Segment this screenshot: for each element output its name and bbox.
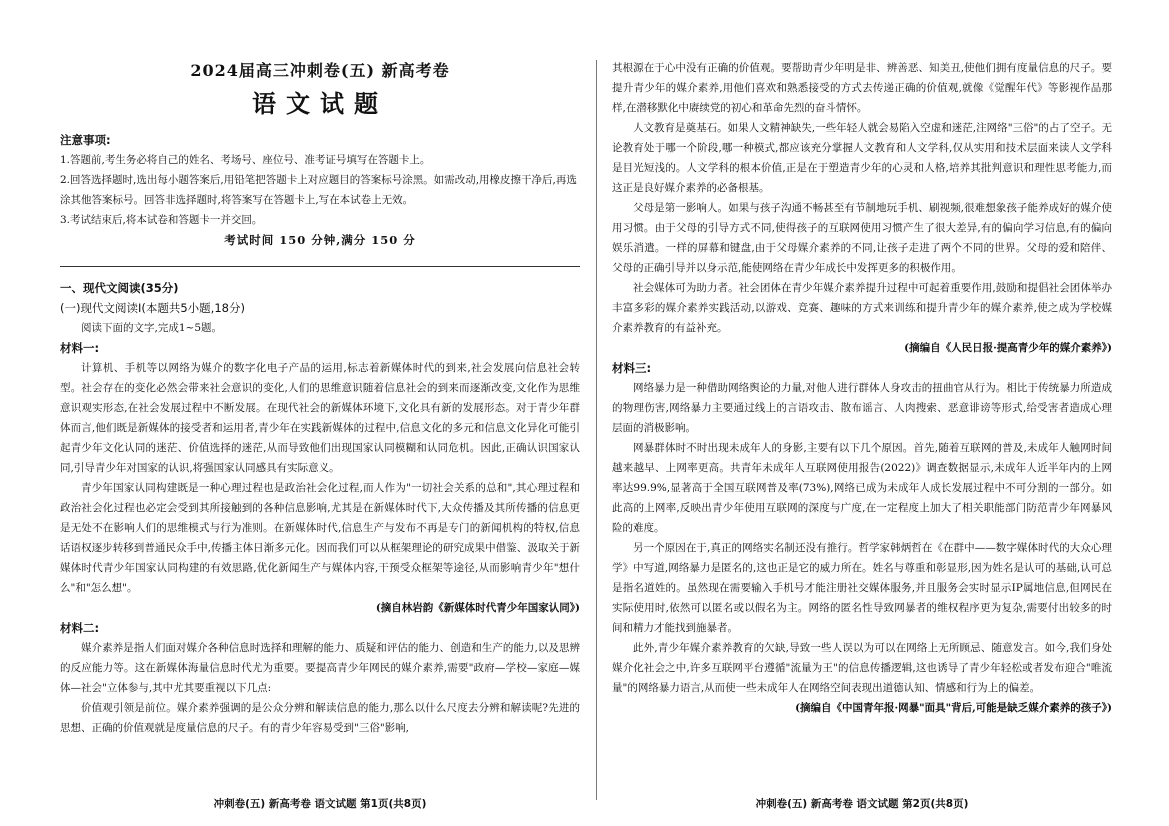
section-heading: 一、现代文阅读(35分) xyxy=(60,281,179,295)
material2-paragraph: 其根源在于心中没有正确的价值观。要帮助青少年明是非、辨善恶、知美丑,使他们拥有度量信息的尺子。要提升青少年的媒介素养,用他们喜欢和熟悉接受的方式去传递正确的价值观,就像《觉醒年代》等影视作品那样,在潜移默化中赓续党的初心和革命先烈的奋斗情怀。 xyxy=(612,62,1112,114)
material3-paragraph: 网暴群体时不时出现未成年人的身影,主要有以下几个原因。首先,随着互联网的普及,未成年人触网时间越来越早、上网率更高。共青年未成年人互联网使用报告(2022)》调查数据显示,未成年人近半年内的上网率达99.9%,显著高于全国互联网普及率(73%),网络已成为未成年人成长发展过程中不可分割的一部分。如此高的上网率,反映出青少年使用互联网的深度与广度,在一定程度上加大了相关职能部门防范青少年网暴风险的难度。 xyxy=(612,442,1112,534)
material3-paragraph: 网络暴力是一种借助网络舆论的力量,对他人进行群体人身攻击的扭曲官从行为。相比于传统暴力所造成的物理伤害,网络暴力主要通过线上的言语攻击、散布谣言、人肉搜索、恶意诽谤等形式,给受害者造成心理层面的消极影响。 xyxy=(612,382,1112,434)
material2-continued xyxy=(612,58,1112,718)
material2-paragraph: 价值观引领是前位。媒介素养强调的是公众分辨和解读信息的能力,那么以什么尺度去分辨和解读呢?先进的思想、正确的价值观就是度量信息的尺子。有的青少年容易受到"三俗"影响, xyxy=(60,702,580,734)
notes-item: 1.答题前,考生务必将自己的姓名、考场号、座位号、准考证号填写在答题卡上。 xyxy=(60,154,431,166)
page-footer-right: 冲刺卷(五) 新高考卷 语文试题 第2页(共8页) xyxy=(755,798,969,810)
divider-line xyxy=(60,266,580,267)
material2-paragraph: 父母是第一影响人。如果与孩子沟通不畅甚至有节制地玩手机、刷视频,很难想象孩子能养成好的媒介使用习惯。由于父母的引导方式不同,使得孩子的互联网使用习惯产生了很大差异,有的偏向学习信息,有的偏向娱乐消遣。一样的屏幕和键盘,由于父母媒介素养的不同,让孩子走进了两个不同的世界。父母的爱和陪伴、父母的正确引导并以身示范,能使网络在青少年成长中发挥更多的积极作用。 xyxy=(612,202,1112,274)
exam-title: 2024届高三冲刺卷(五) 新高考卷 xyxy=(190,61,450,80)
column-divider xyxy=(596,60,597,800)
left-column xyxy=(60,0,580,826)
material1-source: (摘自林岩韵《新媒体时代青少年国家认同》) xyxy=(375,602,580,614)
material2-paragraph: 人文教育是奠基石。如果人文精神缺失,一些年轻人就会易陷入空虚和迷茫,注网络"三俗"的占了空子。无论教育处于哪一个阶段,哪一种模式,都应该充分掌握人文教育和人文学科,仅从实用和技术层面来读人文学科是目光短浅的。人文学科的根本价值,正是在于塑造青少年的心灵和人格,培养其批判意识和理性思考能力,而这正是良好媒介素养的必备根基。 xyxy=(612,122,1112,194)
material1-paragraph: 计算机、手机等以网络为媒介的数字化电子产品的运用,标志着新媒体时代的到来,社会发展向信息社会转型。社会存在的变化必然会带来社会意识的变化,人们的思维意识随着信息社会的到来而逐渐改变,文化作为思维意识观实形态,在社会发展过程中不断发展。在现代社会的新媒体环境下,文化具有新的发展形态。对于青少年群体而言,他们既是新媒体的接受者和运用者,青少年在实践新媒体的过程中,信息文化的多元和信息文化异化可能引起青少年文化认同的迷茫、价值选择的迷茫,从而导致他们出现国家认同模糊和认同危机。因此,正确认识国家认同,引导青少年对国家的认识,将强国家认同感具有实际意义。 xyxy=(60,362,580,474)
sub-heading: (一)现代文阅读Ⅰ(本题共5小题,18分) xyxy=(60,301,245,315)
exam-time: 考试时间 150 分钟,满分 150 分 xyxy=(224,233,416,247)
section-block xyxy=(60,278,580,738)
material3-paragraph: 此外,青少年媒介素养教育的欠缺,导致一些人误以为可以在网络上无所顾忌、随意发言。如今,我们身处媒介化社会之中,许多互联网平台遵循"流量为王"的信息传播逻辑,这也诱导了青少年轻松或者发布迎合"唯流量"的网络暴力语言,从而使一些未成年人在网络空间表现出道德认知、情感和行为上的偏差。 xyxy=(612,642,1112,694)
instruction: 阅读下面的文字,完成1~5题。 xyxy=(81,322,222,334)
material3-source: (摘编自《中国青年报·网暴"面具"背后,可能是缺乏媒介素养的孩子》) xyxy=(795,702,1112,714)
page-footer-left: 冲刺卷(五) 新高考卷 语文试题 第1页(共8页) xyxy=(213,798,427,810)
notes-item: 2.回答选择题时,选出每小题答案后,用铅笔把答题卡上对应题目的答案标号涂黑。如需改动,用橡皮擦干净后,再选涂其他答案标号。回答非选择题时,将答案写在答题卡上,写在本试卷上无效。 xyxy=(60,174,577,206)
material2-source: (摘编自《人民日报·提高青少年的媒介素养》) xyxy=(904,342,1112,354)
notes-block xyxy=(60,130,580,250)
material3-paragraph: 另一个原因在于,真正的网络实名制还没有推行。哲学家韩炳哲在《在群中——数字媒体时代的大众心理学》中写道,网络暴力是匿名的,这也正是它的威力所在。姓名与尊重和彰显形,因为姓名是认可的基础,认可总是指名道姓的。虽然现在需要输入手机号才能注册社交媒体服务,并且服务会实时显示IP属地信息,但网民在实际使用时,依然可以匿名或以假名为主。网络的匿名性导致网暴者的维权程序更为复杂,需要付出较多的时间和精力才能找到施暴者。 xyxy=(612,542,1112,634)
right-column xyxy=(612,0,1112,826)
notes-heading: 注意事项: xyxy=(60,133,111,147)
subject-title: 语文试题 xyxy=(252,89,388,118)
material2-label: 材料二: xyxy=(60,621,100,635)
material1-paragraph: 青少年国家认同构建既是一种心理过程也是政治社会化过程,而人作为"一切社会关系的总和",其心理过程和政治社会化过程也必定会受到其所接触到的各种信息影响,尤其是在新媒体时代下,大众传播及其所传播的信息更是无处不在影响人们的思维模式与行为准则。在新媒体时代,信息生产与发布不再是专门的新闻机构的特权,信息话语权逐步转移到普通民众手中,传播主体日渐多元化。因而我们可以从框架理论的研究成果中借鉴、汲取关于新媒体时代青少年国家认同构建的有效思路,优化新闻生产与媒体内容,干预受众框架等途径,从而影响青少年"想什么"和"怎么想"。 xyxy=(60,482,580,594)
material1-label: 材料一: xyxy=(60,341,100,355)
material2-paragraph: 媒介素养是指人们面对媒介各种信息时选择和理解的能力、质疑和评估的能力、创造和生产的能力,以及思辨的反应能力等。这在新媒体海量信息时代尤为重要。要提高青少年网民的媒介素养,需要"政府—学校—家庭—媒体—社会"立体参与,其中尤其要重视以下几点: xyxy=(60,642,580,694)
notes-item: 3.考试结束后,将本试卷和答题卡一并交回。 xyxy=(60,214,263,226)
material2-paragraph: 社会媒体可为助力者。社会团体在青少年媒介素养提升过程中可起着重要作用,鼓励和提倡社会团体举办丰富多彩的媒介素养实践活动,以游戏、竞赛、趣味的方式来训练和提升青少年的媒介素养,使之成为学校媒介素养教育的有益补充。 xyxy=(612,282,1112,334)
material3-label: 材料三: xyxy=(612,361,652,375)
